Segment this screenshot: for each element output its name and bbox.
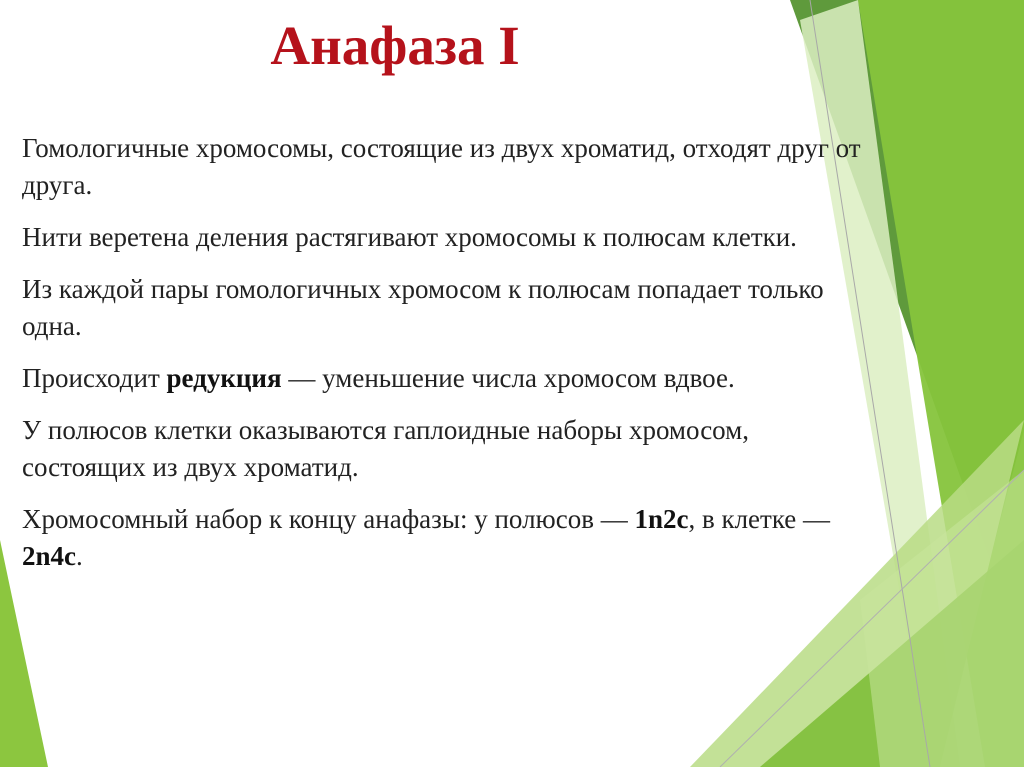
text-run: Нити веретена деления растягивают хромосомы к полюсам клетки. bbox=[22, 222, 797, 252]
text-run: Хромосомный набор к концу анафазы: у полюсов — bbox=[22, 504, 635, 534]
text-run: — уменьшение числа хромосом вдвое. bbox=[281, 363, 735, 393]
bold-formula: 1n2c bbox=[634, 504, 689, 534]
paragraph bbox=[22, 360, 862, 397]
slide-title: Анафаза I bbox=[270, 15, 520, 76]
text-run: У полюсов клетки оказываются гаплоидные наборы хромосом, состоящих из двух хроматид. bbox=[22, 415, 749, 482]
paragraph bbox=[22, 412, 862, 486]
text-run: Гомологичные хромосомы, состоящие из двух хроматид, отходят друг от друга. bbox=[22, 133, 861, 200]
paragraph bbox=[22, 501, 862, 575]
bold-formula: 2n4c bbox=[22, 541, 76, 571]
text-run: Происходит bbox=[22, 363, 167, 393]
text-run: . bbox=[76, 541, 83, 571]
paragraph bbox=[22, 219, 862, 256]
text-run: , в клетке — bbox=[688, 504, 831, 534]
bold-term: редукция bbox=[166, 363, 282, 393]
paragraph bbox=[22, 130, 862, 204]
text-run: Из каждой пары гомологичных хромосом к полюсам попадает только одна. bbox=[22, 274, 824, 341]
slide-body bbox=[22, 130, 862, 590]
paragraph bbox=[22, 271, 862, 345]
